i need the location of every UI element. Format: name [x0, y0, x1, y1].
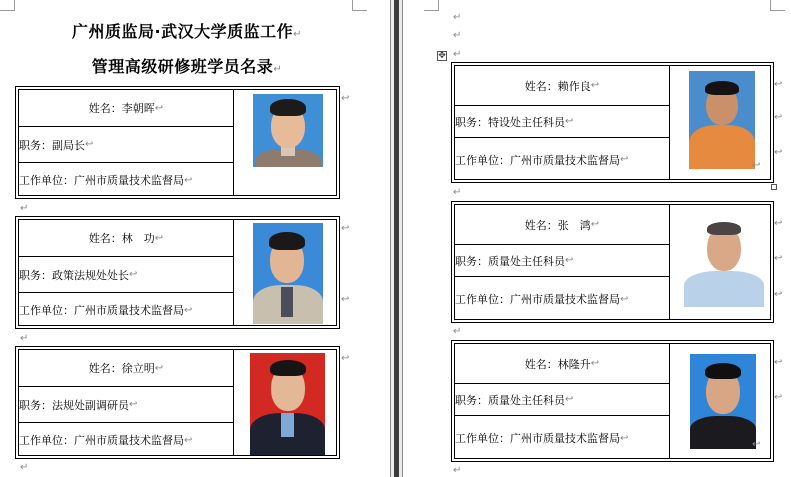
paragraph-mark: ↵ — [453, 12, 462, 23]
student-photo — [253, 94, 323, 167]
student-position-row: 职务： 副局长 ↩ — [19, 127, 233, 163]
cell-end-mark: ↩ — [774, 218, 783, 229]
student-photo — [253, 223, 323, 324]
student-card-lai-zuoliang — [451, 62, 774, 183]
photo-cell — [233, 350, 336, 455]
cell-end-mark: ↩ — [774, 79, 783, 90]
student-name-row: 姓名： 李朝晖 ↩ — [19, 90, 233, 127]
photo-cell — [669, 205, 770, 319]
student-card-lin-longsheng — [451, 340, 774, 462]
cell-end-mark: ↩ — [341, 93, 350, 104]
student-card-xu-liming — [15, 346, 340, 459]
student-name-row: 姓名： 张 鸿 ↩ — [455, 205, 669, 245]
cell-end-mark: ↩ — [341, 223, 350, 234]
paragraph-mark: ↵ — [453, 326, 462, 337]
document-title-line-2: 管理高级研修班学员名录↵ — [91, 57, 283, 76]
paragraph-mark: ↵ — [20, 203, 29, 214]
student-employer-row: 工作单位： 广州市质量技术监督局 ↩ — [455, 153, 629, 167]
student-photo — [684, 219, 764, 307]
cell-end-mark: ↩ — [341, 294, 350, 305]
table-resize-handle[interactable] — [771, 184, 777, 190]
student-employer-row: 工作单位： 广州市质量技术监督局 ↩ — [455, 432, 629, 445]
student-employer-row: 工作单位： 广州市质量技术监督局 ↩ — [19, 304, 193, 317]
cell-end-mark: ↩ — [774, 289, 783, 300]
student-photo — [689, 71, 755, 169]
student-name-row: 姓名： 赖作良 ↩ — [455, 66, 669, 106]
student-employer-row: 工作单位： 广州市质量技术监督局 ↩ — [455, 293, 629, 306]
student-photo — [690, 354, 756, 449]
paragraph-mark: ↵ — [453, 30, 462, 41]
page-corner-mark — [352, 0, 367, 11]
cell-end-mark: ↩ — [341, 353, 350, 364]
student-position-row: 职务： 政策法规处处长 ↩ — [19, 257, 233, 293]
student-position-row: 职务： 质量处主任科员 ↩ — [455, 384, 669, 416]
student-name-row: 姓名： 林隆升 ↩ — [455, 344, 669, 384]
page-corner-mark — [424, 0, 439, 11]
move-icon[interactable]: ✥ — [438, 51, 446, 61]
student-photo — [250, 353, 325, 455]
photo-cell — [233, 90, 336, 195]
student-card-li-chaohui — [15, 86, 340, 199]
photo-cell — [233, 220, 336, 325]
student-card-zhang-hong — [451, 201, 774, 323]
student-position-row: 职务： 法规处副调研员 ↩ — [19, 387, 233, 423]
student-name-row: 姓名： 徐立明 ↩ — [19, 350, 233, 387]
cell-end-mark: ↩ — [752, 160, 761, 171]
student-position-row: 职务： 特设处主任科员 ↩ — [455, 106, 669, 138]
page-corner-mark — [770, 0, 785, 11]
cell-end-mark: ↩ — [774, 392, 783, 403]
student-position-row: 职务： 质量处主任科员 ↩ — [455, 245, 669, 277]
document-title-line-1: 广州质监局·武汉大学质监工作↵ — [72, 22, 302, 41]
paragraph-mark: ↵ — [20, 333, 29, 344]
paragraph-mark: ↵ — [453, 49, 462, 60]
student-card-lin-gong — [15, 216, 340, 329]
page-separator — [390, 0, 403, 477]
student-name-row: 姓名： 林 功 ↩ — [19, 220, 233, 257]
student-employer-row: 工作单位： 广州市质量技术监督局 ↩ — [19, 174, 193, 187]
paragraph-mark: ↵ — [20, 462, 29, 473]
student-employer-row: 工作单位： 广州市质量技术监督局 ↩ — [19, 434, 193, 447]
paragraph-mark: ↵ — [453, 187, 462, 198]
cell-end-mark: ↩ — [774, 112, 783, 123]
page-left — [0, 0, 390, 477]
cell-end-mark: ↩ — [752, 439, 761, 450]
page-right — [403, 0, 791, 477]
cell-end-mark: ↩ — [774, 357, 783, 368]
page-corner-mark — [0, 0, 15, 11]
cell-end-mark: ↩ — [774, 253, 783, 264]
cell-end-mark: ↩ — [774, 147, 783, 158]
paragraph-mark: ↵ — [453, 465, 462, 476]
